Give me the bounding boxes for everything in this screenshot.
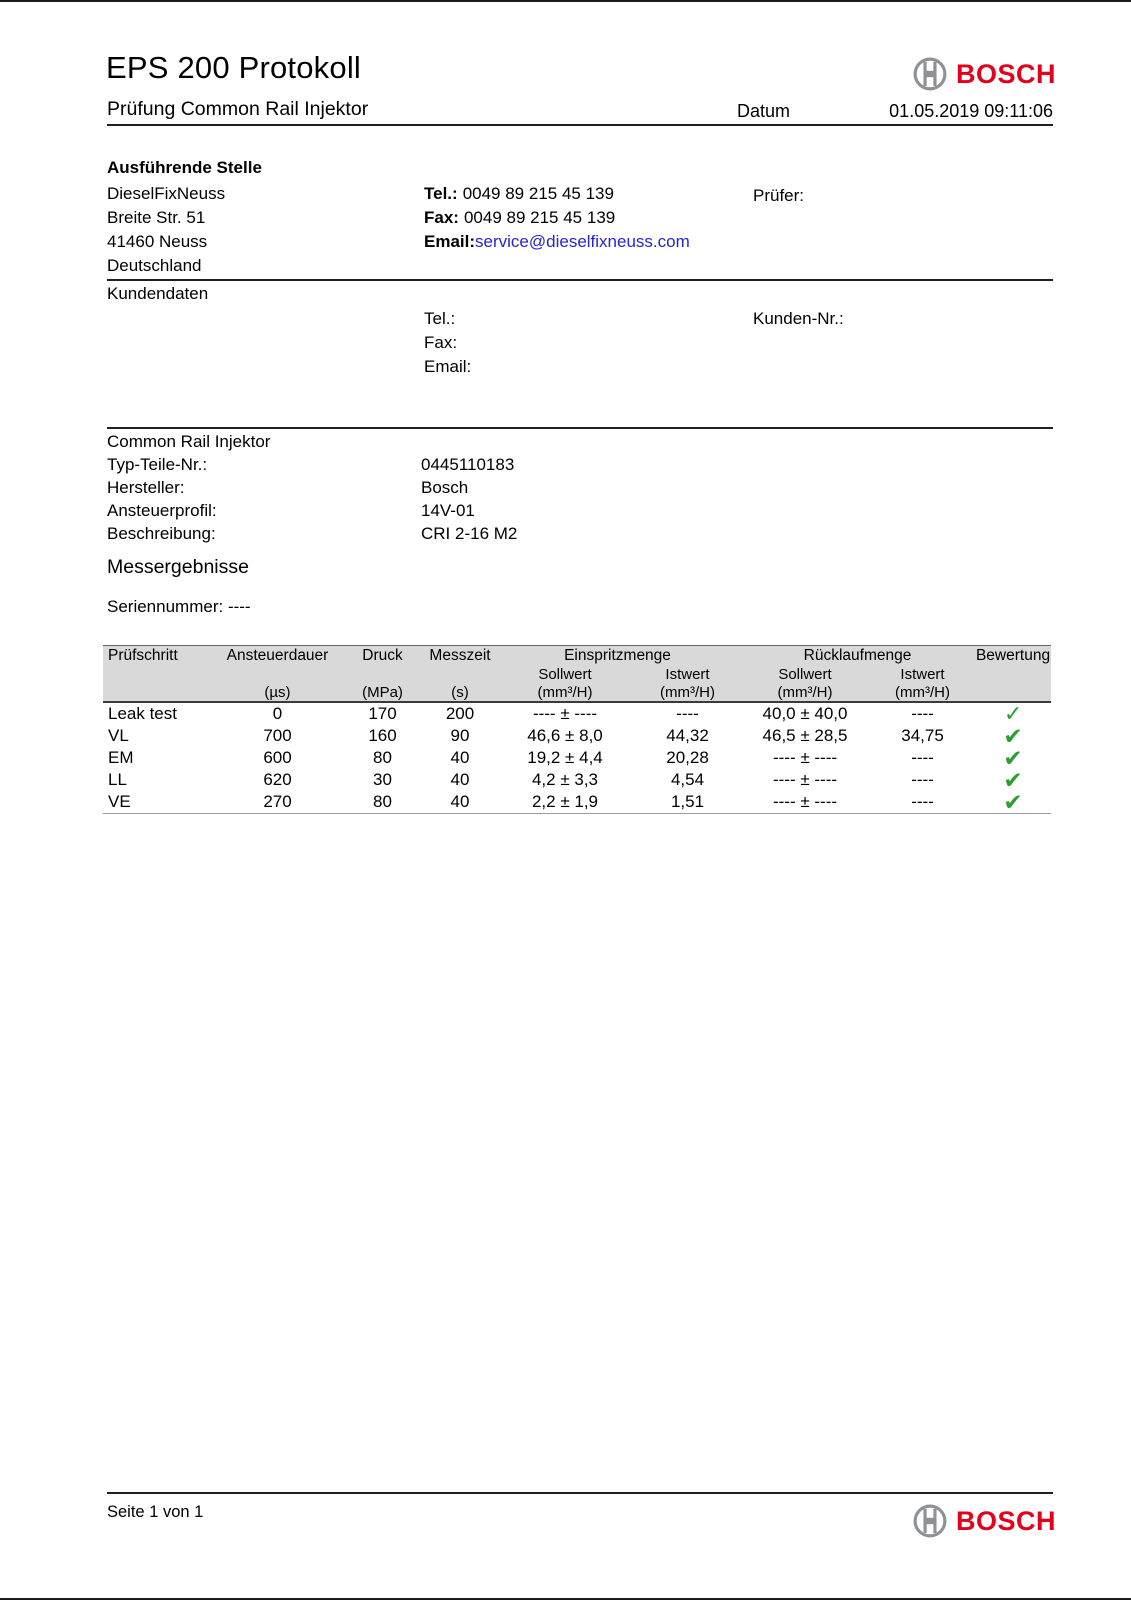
col-subheader-ret-setpoint: Sollwert (778, 666, 832, 683)
table-header-row-units (103, 684, 1051, 702)
col-header-return-group: Rücklaufmenge (740, 646, 975, 667)
cell-ret-setpoint: ---- ± ---- (772, 748, 838, 767)
footer-divider (107, 1492, 1053, 1494)
unit-ret-setpoint: (mm³/H) (740, 684, 870, 702)
spacer-cell (975, 666, 1051, 684)
office-name: DieselFixNeuss (107, 184, 226, 203)
header-divider (107, 124, 1053, 126)
office-email-row (424, 230, 690, 254)
customer-tel-label: Tel.: (424, 309, 456, 328)
cell-ret-setpoint: ---- ± ---- (772, 770, 838, 789)
cell-duration: 620 (263, 770, 292, 789)
cell-inj-setpoint: ---- ± ---- (532, 704, 598, 723)
bosch-wordmark: BOSCH (955, 1505, 1056, 1536)
bosch-logo (913, 57, 1056, 91)
col-subheader-ret-actual: Istwert (900, 666, 945, 683)
cell-ret-actual: ---- (911, 748, 934, 767)
col-header-rating: Bewertung (975, 647, 1051, 664)
customer-fax-label: Fax: (424, 333, 458, 352)
injector-field-label: Hersteller: (107, 478, 185, 497)
office-email-label: Email: (424, 232, 476, 251)
spacer-cell (103, 666, 215, 684)
check-icon: ✔ (975, 791, 1051, 814)
cell-ret-setpoint: 46,5 ± 28,5 (762, 726, 848, 745)
cell-inj-actual: 20,28 (666, 748, 709, 767)
section-heading-injector: Common Rail Injektor (107, 432, 271, 451)
bosch-armature-icon (913, 57, 947, 91)
office-fax-row (424, 206, 615, 230)
cell-step: VL (108, 726, 129, 745)
spacer-cell (340, 666, 425, 684)
serial-number-label: Seriennummer: (107, 597, 224, 616)
col-subheader-inj-setpoint: Sollwert (538, 666, 592, 683)
section-heading-results: Messergebnisse (107, 556, 249, 578)
page-subtitle: Prüfung Common Rail Injektor (107, 98, 369, 120)
office-fax-value: 0049 89 215 45 139 (463, 208, 616, 227)
cell-inj-actual: 44,32 (666, 726, 709, 745)
section-heading-office: Ausführende Stelle (107, 158, 262, 177)
cell-inj-setpoint: 46,6 ± 8,0 (527, 726, 603, 745)
col-subheader-inj-actual: Istwert (665, 666, 710, 683)
col-header-pressure: Druck (340, 646, 425, 667)
office-email-link[interactable]: service@dieselfixneuss.com (475, 232, 690, 251)
cell-time: 90 (450, 726, 470, 745)
cell-ret-actual: ---- (911, 704, 934, 723)
cell-step: VE (103, 791, 215, 814)
spacer-cell (103, 684, 215, 702)
cell-duration: 600 (263, 748, 292, 767)
office-fax-label: Fax: (424, 208, 459, 227)
table-row (103, 725, 1051, 747)
section-heading-customer: Kundendaten (107, 284, 209, 303)
unit-inj-actual: (mm³/H) (635, 684, 740, 702)
check-icon: ✔ (1003, 767, 1023, 793)
cell-inj-setpoint: 2,2 ± 1,9 (495, 791, 635, 814)
check-icon: ✓ (1003, 701, 1023, 726)
cell-ret-setpoint: ---- ± ---- (740, 791, 870, 814)
spacer-cell (975, 684, 1051, 702)
cell-pressure: 160 (368, 726, 397, 745)
col-header-time: Messzeit (425, 646, 495, 667)
office-tel-row (424, 182, 614, 206)
customer-divider (107, 427, 1053, 429)
date-label: Datum (737, 101, 791, 121)
cell-inj-actual: 1,51 (635, 791, 740, 814)
page-title: EPS 200 Protokoll (106, 50, 361, 85)
office-city: 41460 Neuss (107, 232, 208, 251)
cell-duration: 270 (215, 791, 340, 814)
injector-manufacturer: Bosch (421, 478, 469, 497)
bosch-armature-icon (913, 1504, 947, 1538)
date-value: 01.05.2019 09:11:06 (889, 101, 1053, 121)
check-icon: ✔ (1003, 723, 1023, 749)
office-tel-value: 0049 89 215 45 139 (462, 184, 614, 203)
bosch-logo-footer (913, 1504, 1056, 1538)
page-top-border (0, 0, 1131, 2)
cell-inj-setpoint: 19,2 ± 4,4 (527, 748, 603, 767)
cell-duration: 0 (272, 704, 283, 723)
serial-number-row (107, 597, 251, 617)
table-row (103, 702, 1051, 725)
cell-pressure: 30 (373, 770, 392, 789)
cell-pressure: 170 (368, 704, 397, 723)
unit-pressure: (MPa) (340, 684, 425, 702)
table-header-row-sub (103, 666, 1051, 684)
examiner-label: Prüfer: (753, 186, 805, 205)
unit-ret-actual: (mm³/H) (870, 684, 975, 702)
injector-field-label: Beschreibung: (107, 524, 216, 543)
spacer-cell (215, 666, 340, 684)
cell-time: 40 (450, 748, 470, 767)
office-street: Breite Str. 51 (107, 208, 206, 227)
office-divider (107, 279, 1053, 281)
col-header-duration: Ansteuerdauer (215, 646, 340, 667)
cell-duration: 700 (263, 726, 292, 745)
page-number: Seite 1 von 1 (107, 1503, 204, 1521)
check-icon: ✔ (1003, 745, 1023, 771)
table-row (103, 747, 1051, 769)
serial-number-value: ---- (227, 597, 251, 616)
cell-pressure: 80 (340, 791, 425, 814)
cell-step: EM (108, 748, 134, 767)
injector-part-number: 0445110183 (421, 455, 515, 474)
table-row (103, 791, 1051, 814)
injector-description: CRI 2-16 M2 (421, 524, 518, 543)
cell-inj-setpoint: 4,2 ± 3,3 (531, 770, 599, 789)
cell-ret-actual: 34,75 (901, 726, 944, 745)
customer-email-label: Email: (424, 357, 472, 376)
injector-field-label: Typ-Teile-Nr.: (107, 455, 208, 474)
cell-ret-setpoint: 40,0 ± 40,0 (762, 704, 848, 723)
table-header-row-groups (103, 646, 1051, 667)
cell-ret-actual: ---- (870, 791, 975, 814)
col-header-step: Prüfschritt (103, 646, 215, 667)
office-country: Deutschland (107, 256, 202, 275)
bosch-wordmark: BOSCH (955, 58, 1056, 89)
table-row (103, 769, 1051, 791)
spacer-cell (425, 666, 495, 684)
unit-duration: (µs) (215, 684, 340, 702)
cell-time: 40 (425, 791, 495, 814)
cell-inj-actual: ---- (676, 704, 699, 723)
cell-pressure: 80 (373, 748, 392, 767)
cell-ret-actual: ---- (911, 770, 934, 789)
cell-step: Leak test (108, 704, 177, 723)
cell-step: LL (108, 770, 127, 789)
injector-field-label: Ansteuerprofil: (107, 501, 217, 520)
unit-inj-setpoint: (mm³/H) (495, 684, 635, 702)
cell-time: 200 (445, 704, 475, 723)
office-tel-label: Tel.: (424, 184, 458, 203)
customer-number-label: Kunden-Nr.: (753, 309, 844, 328)
results-table (103, 645, 1051, 814)
unit-time: (s) (425, 684, 495, 702)
cell-inj-actual: 4,54 (670, 770, 705, 789)
col-header-injection-group: Einspritzmenge (495, 646, 740, 667)
injector-profile: 14V-01 (421, 501, 475, 520)
cell-time: 40 (450, 770, 470, 789)
